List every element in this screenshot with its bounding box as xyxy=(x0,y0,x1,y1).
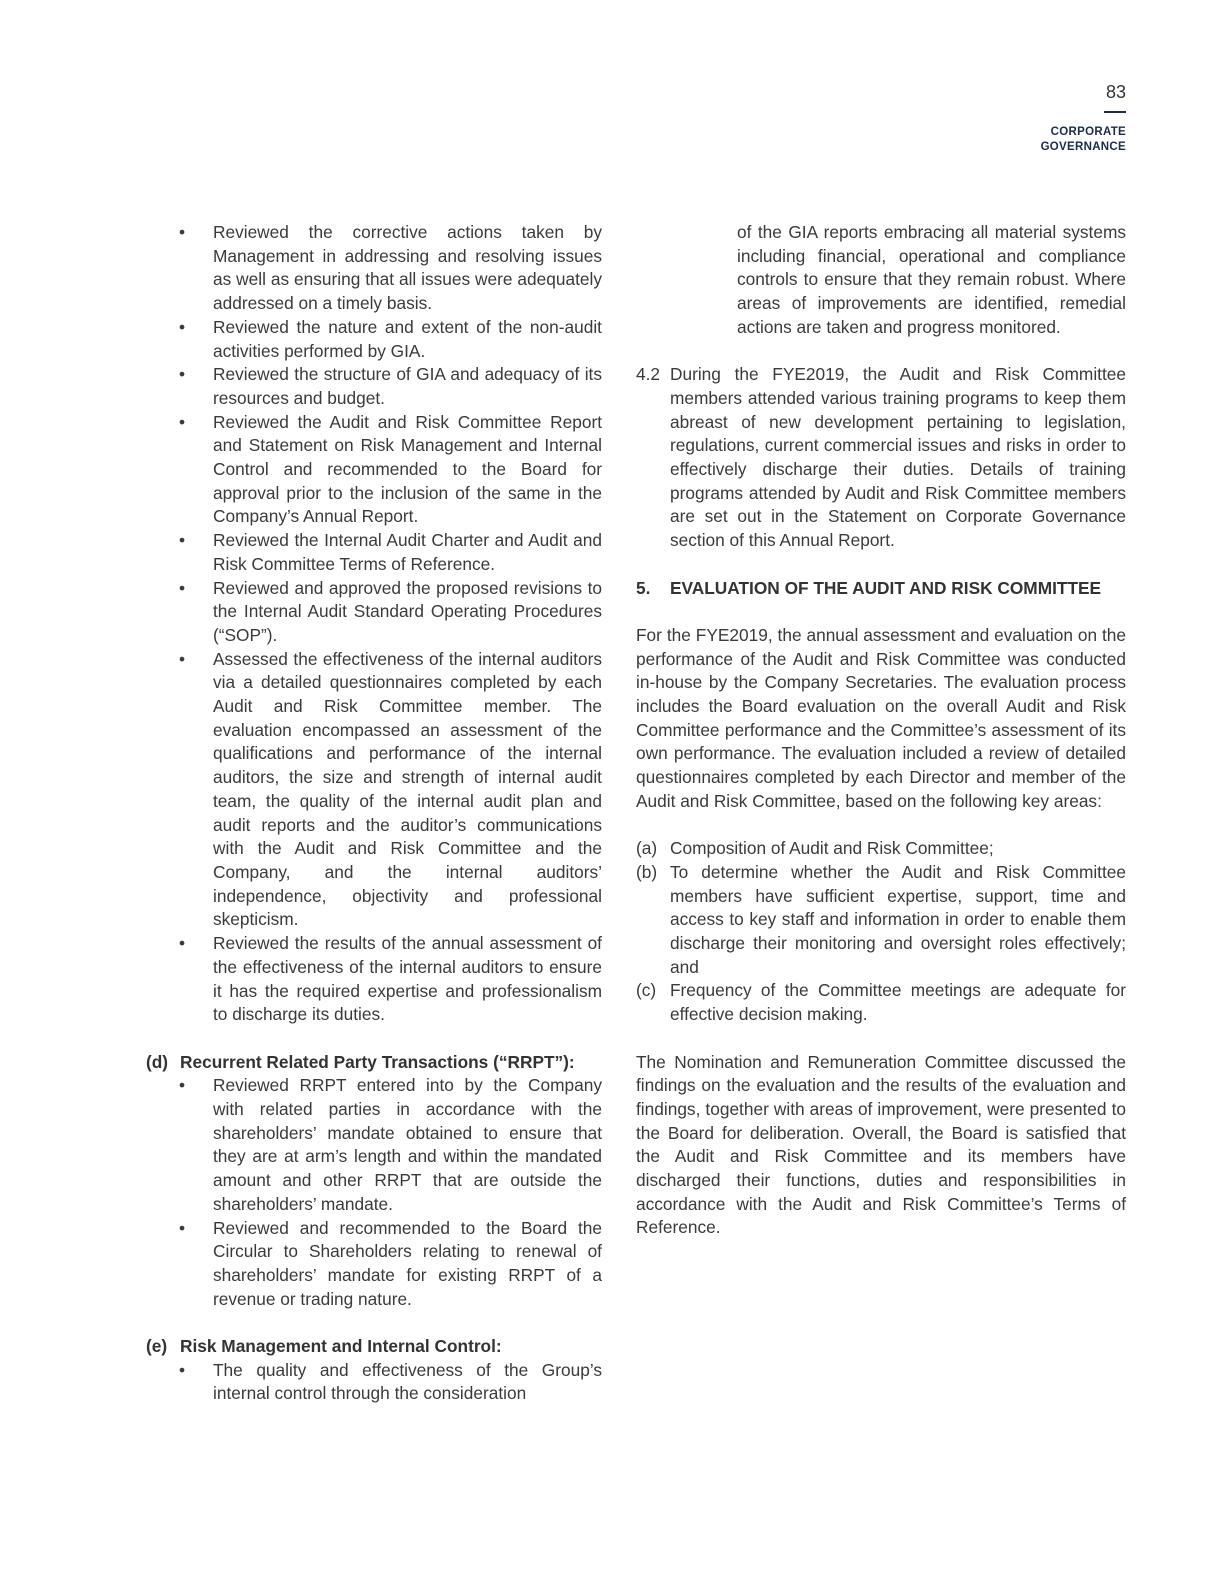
item-4-2 xyxy=(636,363,1126,553)
list-item: • Reviewed and recommended to the Board the Circular to Shareholders relating to renewal of shareholders’ mandate for existing RRPT of a revenue or trading nature. xyxy=(213,1217,602,1312)
section-tag-line2: GOVERNANCE xyxy=(1040,141,1126,153)
key-area-text: To determine whether the Audit and Risk Committee members have sufficient expertise, support, time and access to key staff and information in order to enable them discharge their monitoring and oversight roles effectively; and xyxy=(670,861,1126,977)
evaluation-paragraph: For the FYE2019, the annual assessment and evaluation on the performance of the Audit and Risk Committee was conducted in-house by the Company Secretaries. The evaluation process includes the Board evaluation on the overall Audit and Risk Committee performance and the Committee’s assessment of its own performance. The evaluation included a review of detailed questionnaires completed by each Director and member of the Audit and Risk Committee, based on the following key areas: xyxy=(636,624,1126,811)
key-area-text: Composition of Audit and Risk Committee; xyxy=(670,838,994,859)
list-item: • Reviewed the results of the annual assessment of the effectiveness of the internal auditors to ensure it has the required expertise and professionalism to discharge its duties. xyxy=(213,932,602,1027)
right-column xyxy=(636,221,1126,1240)
list-item: • Reviewed the corrective actions taken by Management in addressing and resolving issues as well as ensuring that all issues were adequately addressed on a timely basis. xyxy=(213,221,602,316)
list-item: • Reviewed RRPT entered into by the Company with related parties in accordance with the shareholders’ mandate obtained to ensure that they are at arm’s length and within the mandated amount and other RRPT that are outside the shareholders’ mandate. xyxy=(213,1074,602,1216)
bullet-list-e xyxy=(146,1359,602,1406)
list-item: • The quality and effectiveness of the Group’s internal control through the consideration xyxy=(213,1359,602,1406)
bullet-list-top xyxy=(146,221,602,1027)
section-e-label: (e) xyxy=(146,1336,168,1357)
key-area-b xyxy=(636,861,1126,980)
header-rule xyxy=(1104,111,1126,113)
list-item: • Reviewed and approved the proposed revisions to the Internal Audit Standard Operating Procedures (“SOP”). xyxy=(213,577,602,648)
section-5-label: 5. xyxy=(636,577,651,598)
list-item: • Reviewed the structure of GIA and adequacy of its resources and budget. xyxy=(213,363,602,410)
list-item: • Reviewed the nature and extent of the non-audit activities performed by GIA. xyxy=(213,316,602,363)
bullet-list-d xyxy=(146,1074,602,1311)
key-area-label: (c) xyxy=(636,980,657,1001)
item-4-2-text: During the FYE2019, the Audit and Risk Committee members attended various training programs to keep them abreast of new development pertaining to legislation, regulations, current commercial issues and risks in order to effectively discharge their duties. Details of training programs attended by Audit and Risk Committee members are set out in the Statement on Corporate Governance section of this Annual Report. xyxy=(670,364,1126,551)
section-e-title: Risk Management and Internal Control: xyxy=(180,1336,502,1357)
list-item: • Reviewed the Audit and Risk Committee Report and Statement on Risk Management and Internal Control and recommended to the Board for approval prior to the inclusion of the same in the Company’s Annual Report. xyxy=(213,411,602,530)
left-column xyxy=(146,221,602,1406)
page-number: 83 xyxy=(1105,82,1126,102)
item-4-2-label: 4.2 xyxy=(636,364,661,385)
section-5-heading xyxy=(636,577,1126,601)
key-area-text: Frequency of the Committee meetings are adequate for effective decision making. xyxy=(670,980,1126,1025)
section-tag-line1: CORPORATE xyxy=(1050,126,1126,138)
list-item: • Reviewed the Internal Audit Charter and Audit and Risk Committee Terms of Reference. xyxy=(213,529,602,576)
key-area-label: (b) xyxy=(636,861,658,882)
key-area-c xyxy=(636,979,1126,1026)
section-d-label: (d) xyxy=(146,1051,169,1072)
section-5-title: EVALUATION OF THE AUDIT AND RISK COMMITTEE xyxy=(670,577,1102,598)
list-item: • Assessed the effectiveness of the internal auditors via a detailed questionnaires completed by each Audit and Risk Committee member. The evaluation encompassed an assessment of the qualifications and performance of the internal auditors, the size and strength of internal audit team, the quality of the internal audit plan and audit reports and the auditor’s communications with the Audit and Risk Committee and the Company, and the internal auditors’ independence, objectivity and professional skepticism. xyxy=(213,648,602,932)
section-tag xyxy=(1041,125,1126,155)
key-area-label: (a) xyxy=(636,838,658,859)
continuation-paragraph: of the GIA reports embracing all material systems including financial, operational and compliance controls to ensure that they remain robust. Where areas of improvements are identified, remedial actions are taken and progress monitored. xyxy=(737,222,1126,337)
key-area-a xyxy=(636,837,1126,861)
section-d-heading xyxy=(146,1051,602,1075)
section-e-heading xyxy=(146,1335,602,1359)
nomination-paragraph: The Nomination and Remuneration Committee discussed the findings on the evaluation and the results of the evaluation and findings, together with areas of improvement, were presented to the Board for deliberation. Overall, the Board is satisfied that the Audit and Risk Committee and its members have discharged their functions, duties and responsibilities in accordance with the Audit and Risk Committee’s Terms of Reference. xyxy=(636,1051,1126,1238)
section-d-title: Recurrent Related Party Transactions (“RRPT”): xyxy=(180,1051,575,1072)
